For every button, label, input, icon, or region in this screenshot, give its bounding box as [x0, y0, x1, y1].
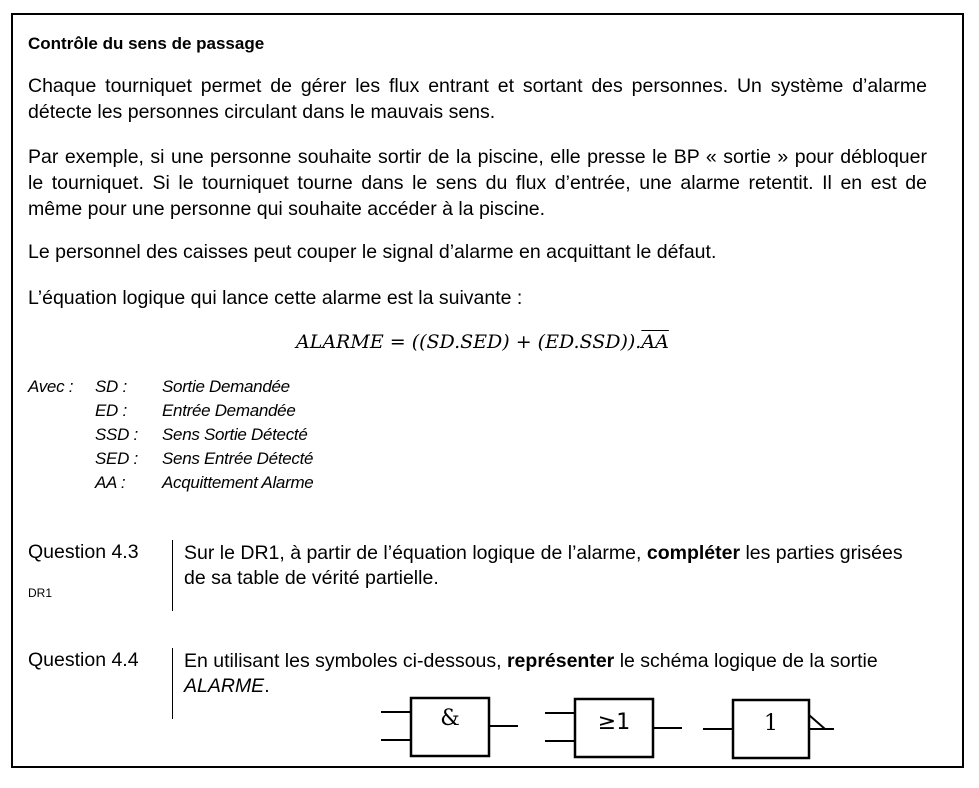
gate-symbol: ≥1	[597, 710, 631, 735]
not-gate-icon	[703, 696, 835, 764]
question-text: En utilisant les symboles ci-dessous, représenter le schéma logique de la sortie ALARME.	[184, 650, 878, 697]
glossary-def: Sens Sortie Détecté	[162, 425, 308, 444]
question-divider	[172, 540, 173, 611]
and-gate-icon	[381, 692, 519, 760]
question-label: Question 4.4	[28, 649, 139, 671]
output-name: ALARME	[184, 675, 265, 697]
equation-rhs: = ((SD.SED) + (ED.SSD)).	[389, 331, 642, 353]
gate-symbol: &	[440, 706, 460, 731]
gate-symbol: 1	[764, 711, 778, 736]
question-text: Sur le DR1, à partir de l’équation logique de l’alarme, compléter les parties grisées de sa table de vérité partielle.	[184, 542, 903, 589]
alarm-equation	[296, 331, 669, 353]
equation-lhs: ALARME	[296, 331, 384, 353]
paragraph-acknowledge: Le personnel des caisses peut couper le signal d’alarme en acquittant le défaut.	[28, 241, 717, 263]
glossary-def: Sens Entrée Détecté	[162, 449, 314, 468]
or-gate-icon	[545, 695, 683, 763]
equation-negated-term: $\overline{AA}$	[641, 331, 669, 353]
paragraph-equation-intro: L’équation logique qui lance cette alarme est la suivante :	[28, 287, 523, 309]
glossary-abbr: SSD :	[95, 425, 138, 444]
question-action-verb: compléter	[646, 542, 741, 564]
glossary-def: Entrée Demandée	[162, 401, 296, 420]
question-action-verb: représenter	[506, 650, 615, 672]
question-label: Question 4.3	[28, 541, 139, 563]
glossary-abbr: SD :	[95, 377, 127, 396]
question-divider	[172, 648, 173, 719]
question-reference: DR1	[28, 586, 53, 600]
paragraph-example: Par exemple, si une personne souhaite sortir de la piscine, elle presse le BP « sortie » pour débloquer le tourniquet. Si le tourniquet tourne dans le sens du flux d’entrée, une alarme retentit. Il en est de même pour une personne qui souhaite accéder à la piscine.	[28, 146, 927, 220]
glossary-def: Sortie Demandée	[162, 377, 290, 396]
glossary-def: Acquittement Alarme	[162, 473, 314, 492]
glossary-abbr: SED :	[95, 449, 138, 468]
glossary-label: Avec :	[28, 377, 74, 396]
glossary-abbr: ED :	[95, 401, 127, 420]
glossary-abbr: AA :	[95, 473, 126, 492]
section-title: Contrôle du sens de passage	[28, 34, 265, 53]
paragraph-intro: Chaque tourniquet permet de gérer les flux entrant et sortant des personnes. Un système d’alarme détecte les personnes circulant dans le mauvais sens.	[28, 75, 927, 123]
